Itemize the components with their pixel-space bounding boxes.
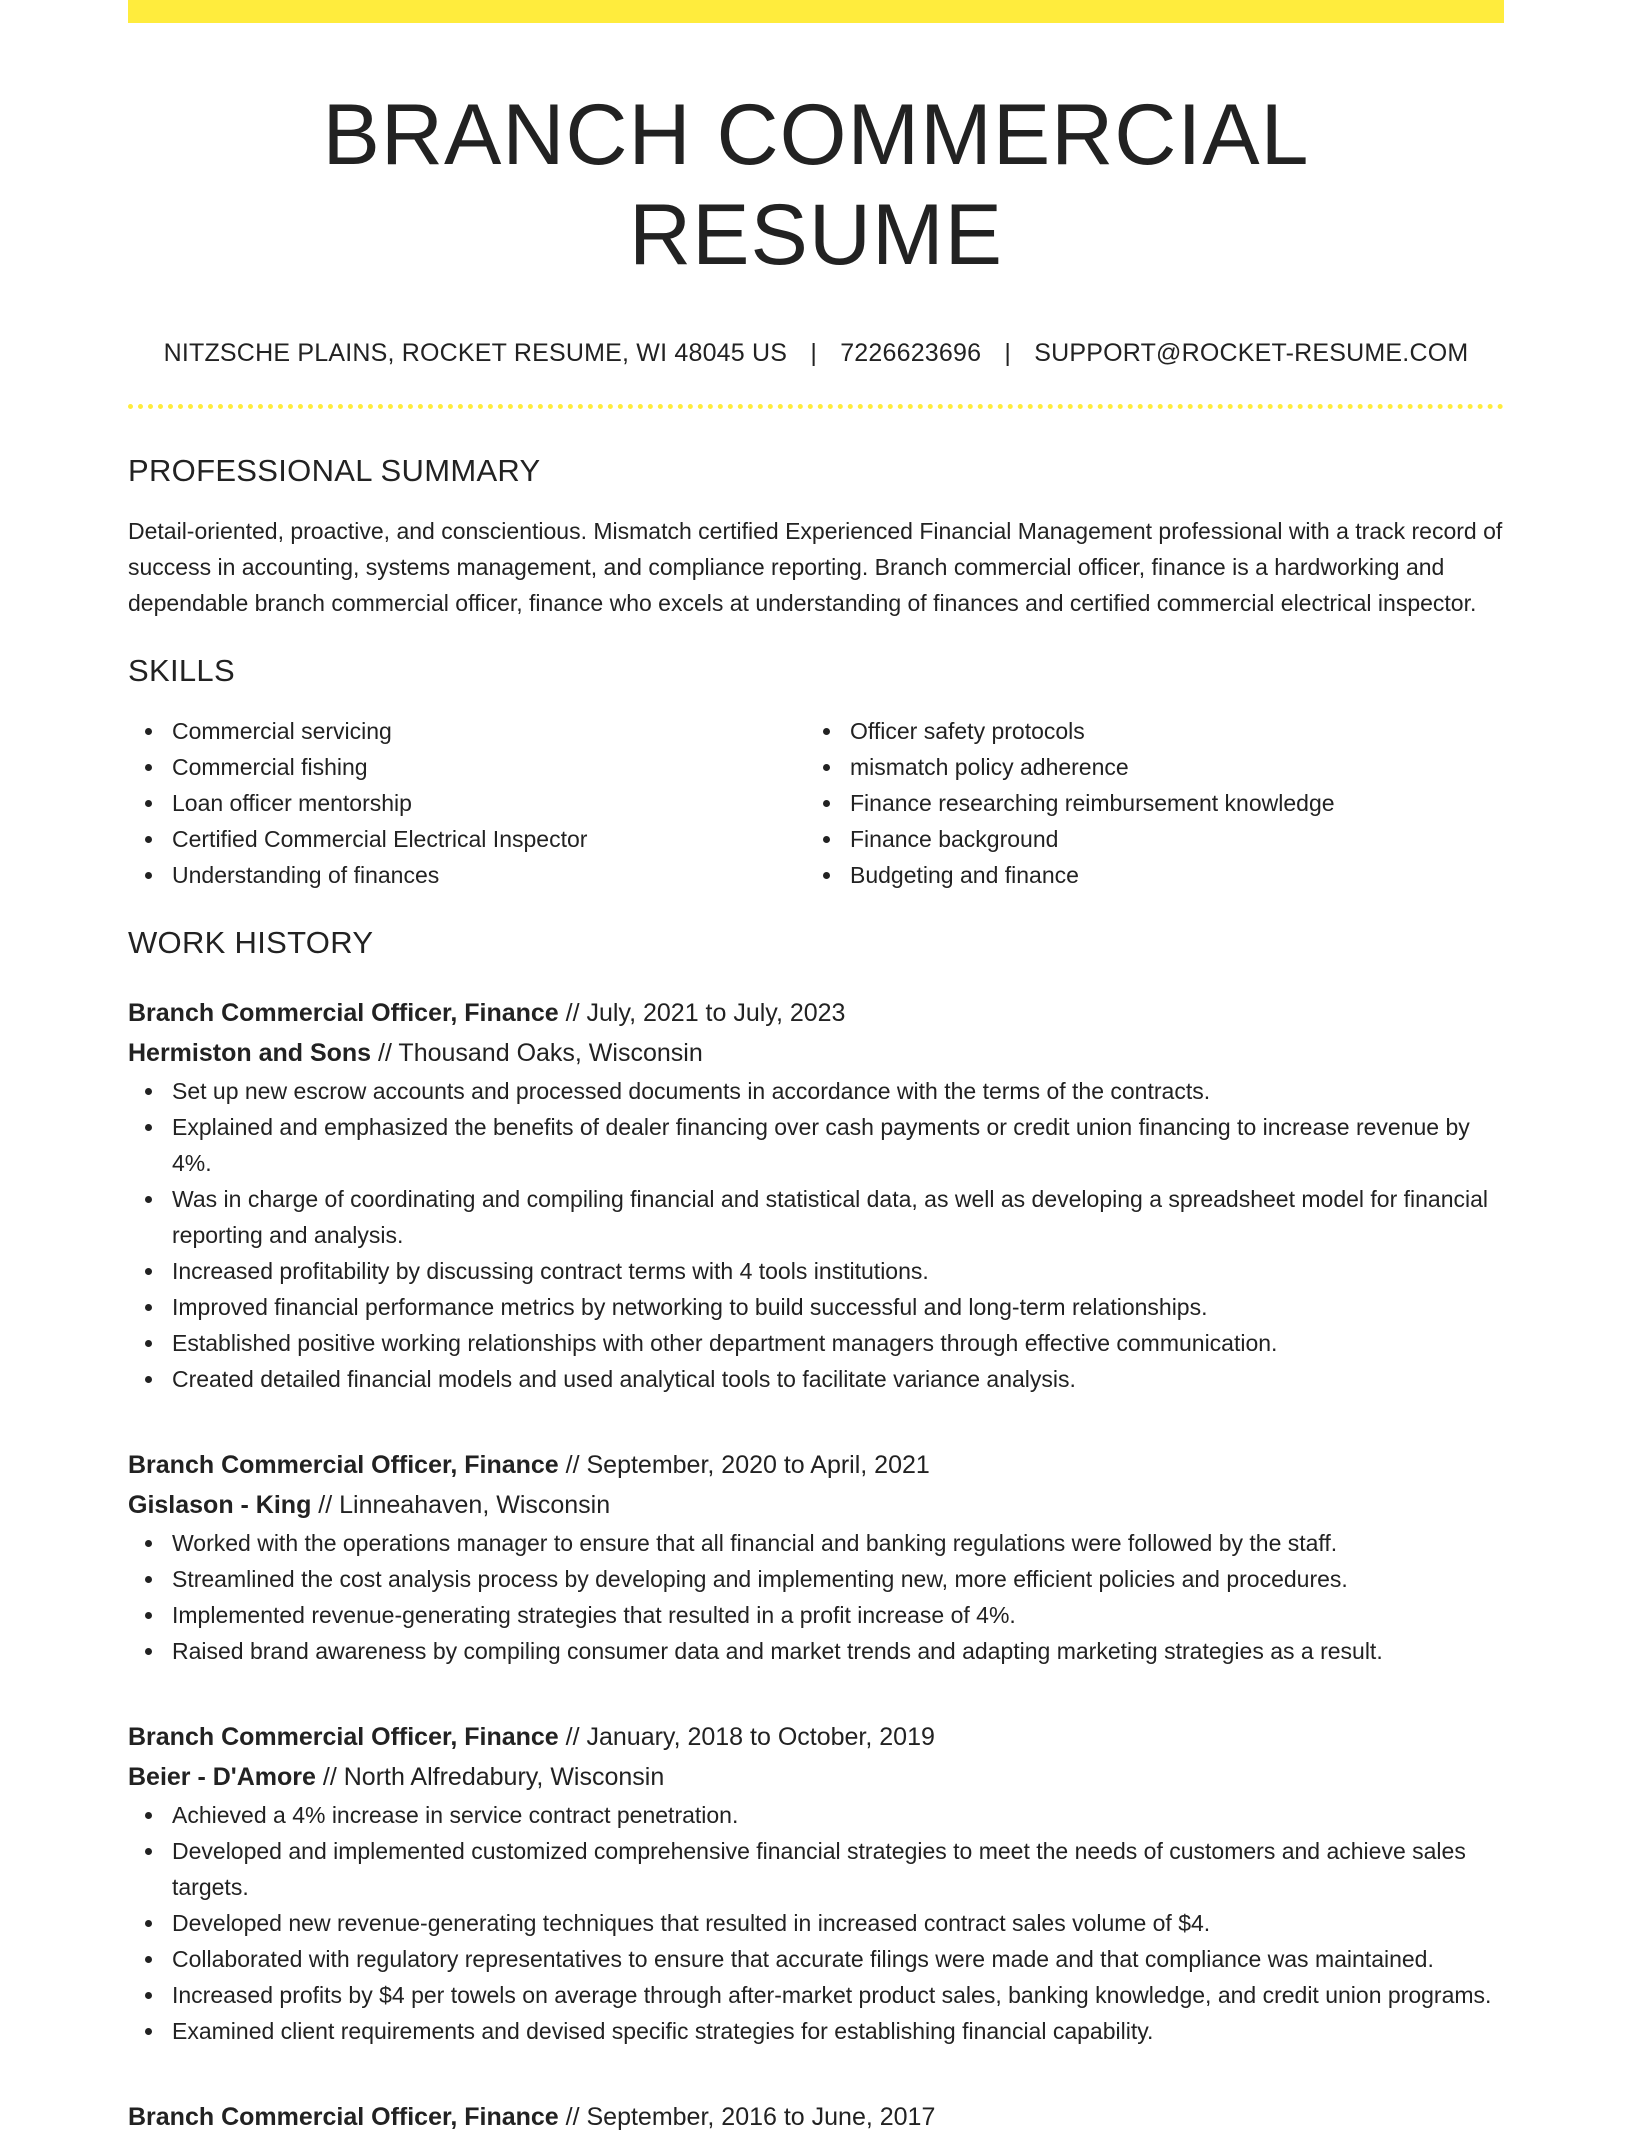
skill-item: Officer safety protocols — [850, 713, 1484, 749]
contact-separator: | — [1004, 339, 1012, 367]
job-duties — [128, 1797, 1504, 2049]
job-duty: Created detailed financial models and used analytical tools to facilitate variance analysis. — [172, 1361, 1504, 1397]
skill-item: Understanding of finances — [172, 857, 806, 893]
job-duty: Collaborated with regulatory representatives to ensure that accurate filings were made and that compliance was maintained. — [172, 1941, 1504, 1977]
top-accent-bar — [128, 0, 1504, 23]
job-title-line — [128, 1717, 1504, 1757]
work-history-heading: WORK HISTORY — [128, 925, 374, 960]
job-duty: Was in charge of coordinating and compiling financial and statistical data, as well as developing a spreadsheet model for financial reporting and analysis. — [172, 1181, 1504, 1253]
job-dates: // September, 2016 to June, 2017 — [558, 2103, 936, 2131]
resume-title: BRANCH COMMERCIAL RESUME — [322, 87, 1310, 283]
job-title-line — [128, 2097, 1504, 2137]
job-duty: Developed and implemented customized comprehensive financial strategies to meet the needs of customers and achieve sales targets. — [172, 1833, 1504, 1905]
skills-heading: SKILLS — [128, 653, 235, 688]
skill-item: mismatch policy adherence — [850, 749, 1484, 785]
summary-heading: PROFESSIONAL SUMMARY — [128, 453, 541, 488]
job-duty: Set up new escrow accounts and processed documents in accordance with the terms of the contracts. — [172, 1073, 1504, 1109]
job-entry — [128, 2097, 1504, 2137]
job-entry — [128, 993, 1504, 1397]
job-company-line — [128, 1757, 1504, 1797]
contact-info — [128, 337, 1504, 369]
job-location: // Thousand Oaks, Wisconsin — [371, 1039, 703, 1067]
contact-email: SUPPORT@ROCKET-RESUME.COM — [1034, 339, 1469, 367]
skills-column-left — [128, 713, 806, 893]
job-duty: Explained and emphasized the benefits of dealer financing over cash payments or credit union financing to increase revenue by 4%. — [172, 1109, 1504, 1181]
job-location: // Linneahaven, Wisconsin — [311, 1491, 611, 1519]
job-company-line — [128, 1485, 1504, 1525]
skill-item: Certified Commercial Electrical Inspector — [172, 821, 806, 857]
job-company: Beier - D'Amore — [128, 1763, 316, 1791]
job-duty: Increased profits by $4 per towels on average through after-market product sales, banking knowledge, and credit union programs. — [172, 1977, 1504, 2013]
job-duty: Raised brand awareness by compiling consumer data and market trends and adapting marketing strategies as a result. — [172, 1633, 1504, 1669]
skill-item: Commercial fishing — [172, 749, 806, 785]
job-title: Branch Commercial Officer, Finance — [128, 1451, 559, 1479]
skill-item: Finance background — [850, 821, 1484, 857]
job-entry — [128, 1445, 1504, 1669]
job-company: Hermiston and Sons — [128, 1039, 372, 1067]
job-dates: // January, 2018 to October, 2019 — [558, 1723, 935, 1751]
skill-item: Finance researching reimbursement knowledge — [850, 785, 1484, 821]
skill-item: Commercial servicing — [172, 713, 806, 749]
job-company-line — [128, 1033, 1504, 1073]
job-duties — [128, 1073, 1504, 1397]
job-duty: Examined client requirements and devised specific strategies for establishing financial capability. — [172, 2013, 1504, 2049]
contact-address: NITZSCHE PLAINS, ROCKET RESUME, WI 48045 US — [163, 339, 788, 367]
job-title-line — [128, 993, 1504, 1033]
job-title-line — [128, 1445, 1504, 1485]
job-duty: Developed new revenue-generating techniques that resulted in increased contract sales volume of $4. — [172, 1905, 1504, 1941]
job-location: // North Alfredabury, Wisconsin — [315, 1763, 665, 1791]
contact-phone: 7226623696 — [840, 339, 982, 367]
job-duty: Streamlined the cost analysis process by developing and implementing new, more efficient policies and procedures. — [172, 1561, 1504, 1597]
skill-item: Loan officer mentorship — [172, 785, 806, 821]
job-duty: Established positive working relationships with other department managers through effective communication. — [172, 1325, 1504, 1361]
job-entry — [128, 1717, 1504, 2049]
job-duty: Implemented revenue-generating strategies that resulted in a profit increase of 4%. — [172, 1597, 1504, 1633]
job-dates: // July, 2021 to July, 2023 — [558, 999, 846, 1027]
job-duty: Improved financial performance metrics by networking to build successful and long-term relationships. — [172, 1289, 1504, 1325]
job-dates: // September, 2020 to April, 2021 — [558, 1451, 930, 1479]
resume-page — [128, 0, 1504, 2137]
contact-separator: | — [810, 339, 818, 367]
skill-item: Budgeting and finance — [850, 857, 1484, 893]
job-duty: Increased profitability by discussing contract terms with 4 tools institutions. — [172, 1253, 1504, 1289]
job-duty: Achieved a 4% increase in service contract penetration. — [172, 1797, 1504, 1833]
job-title: Branch Commercial Officer, Finance — [128, 2103, 559, 2131]
skills-column-right — [806, 713, 1484, 893]
dotted-divider — [128, 404, 1504, 409]
job-company: Gislason - King — [128, 1491, 312, 1519]
job-title: Branch Commercial Officer, Finance — [128, 1723, 559, 1751]
summary-text: Detail-oriented, proactive, and conscientious. Mismatch certified Experienced Financial Management professional with a track record of success in accounting, systems management, and compliance reporting. Branch commercial officer, finance is a hardworking and dependable branch commercial officer, finance who excels at understanding of finances and certified commercial electrical inspector. — [128, 518, 1503, 616]
skills-list — [128, 713, 1504, 893]
job-duties — [128, 1525, 1504, 1669]
job-title: Branch Commercial Officer, Finance — [128, 999, 559, 1027]
job-duty: Worked with the operations manager to ensure that all financial and banking regulations were followed by the staff. — [172, 1525, 1504, 1561]
